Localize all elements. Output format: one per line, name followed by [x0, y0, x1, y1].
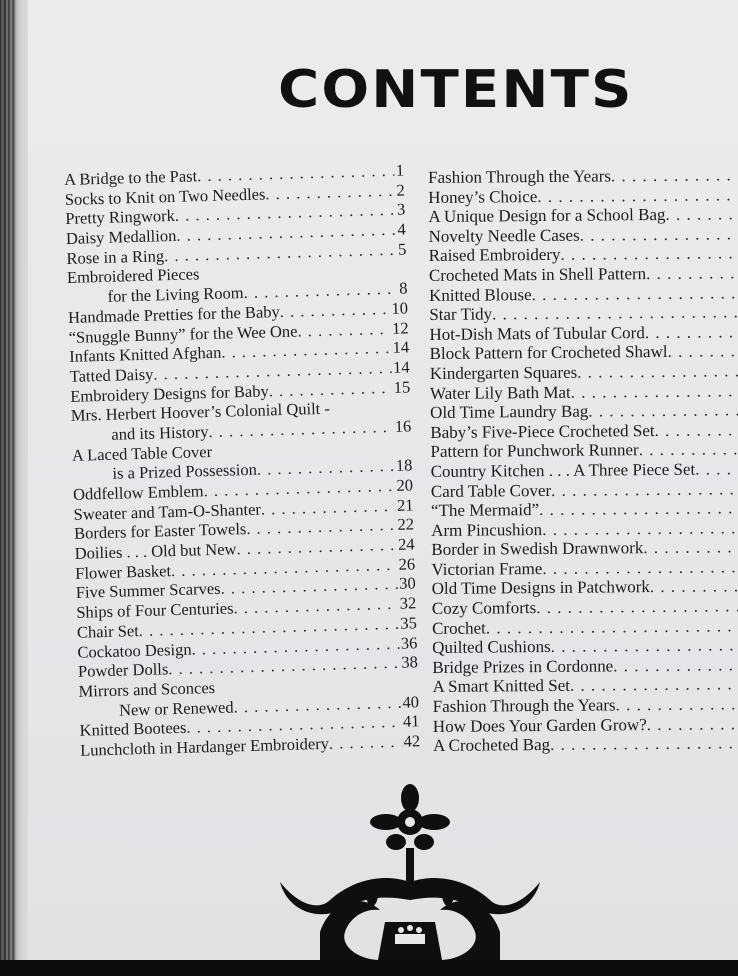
- dot-leader: [536, 596, 738, 618]
- entry-title: Rose in a Ring: [66, 245, 165, 268]
- entry-page-number: 8: [398, 278, 408, 298]
- contents-entry: [430, 341, 738, 364]
- entry-title: Borders for Easter Towels: [73, 519, 247, 544]
- entry-title: Embroidery Designs for Baby: [70, 380, 269, 406]
- contents-entry: [433, 714, 738, 737]
- entry-title: Bridge Prizes in Cordonne: [432, 656, 614, 677]
- entry-title: Pretty Ringwork: [65, 206, 176, 229]
- entry-title: Cozy Comforts: [431, 598, 537, 619]
- entry-title: Five Summer Scarves: [75, 579, 221, 603]
- entry-page-number: 30: [398, 573, 416, 594]
- dot-leader: [486, 616, 738, 638]
- dot-leader: [531, 283, 738, 305]
- dot-leader: [616, 694, 738, 715]
- contents-entry: [432, 596, 738, 619]
- dot-leader: [329, 732, 402, 754]
- contents-entry: [429, 224, 738, 247]
- dot-leader: [646, 263, 738, 284]
- entry-title: Lunchcloth in Hardanger Embroidery: [79, 733, 330, 760]
- dot-leader: [560, 243, 738, 265]
- contents-entry: [430, 420, 738, 443]
- contents-entry: [429, 263, 738, 286]
- entry-page-number: 41: [402, 711, 420, 731]
- entry-title: Handmade Pretties for the Baby: [67, 301, 280, 327]
- contents-entry: [431, 498, 738, 521]
- dot-leader: [268, 378, 392, 401]
- floral-ornament-icon: [260, 782, 560, 960]
- contents-entry: [431, 518, 738, 541]
- dot-leader: [551, 635, 738, 657]
- contents-entry: [431, 557, 738, 580]
- entry-title: A Smart Knitted Set: [432, 676, 571, 697]
- dot-leader: [492, 302, 738, 324]
- dot-leader: [588, 400, 738, 422]
- contents-entry: [429, 243, 738, 266]
- entry-title: A Laced Table Cover: [71, 441, 213, 465]
- entry-title: Socks to Knit on Two Needles: [64, 184, 266, 209]
- dot-leader: [537, 185, 738, 207]
- dot-leader: [665, 204, 738, 225]
- entry-title: Oddfellow Emblem: [72, 481, 204, 504]
- entry-title: Fashion Through the Years: [428, 166, 612, 187]
- entry-title: Novelty Needle Cases: [428, 225, 580, 246]
- entry-title: Mrs. Herbert Hoover’s Colonial Quilt -: [70, 398, 331, 426]
- entry-title: Mirrors and Sconces: [78, 677, 216, 701]
- entry-page-number: 21: [396, 495, 414, 515]
- dot-leader: [580, 224, 738, 246]
- entry-title: Baby’s Five-Piece Crocheted Set: [430, 420, 655, 442]
- entry-page-number: 10: [391, 298, 409, 318]
- entry-title: Border in Swedish Drawnwork: [431, 538, 644, 560]
- entry-title: Hot-Dish Mats of Tubular Cord: [429, 322, 645, 344]
- contents-entry: [429, 283, 738, 306]
- entry-title: Honey’s Choice: [428, 186, 538, 207]
- contents-page: [28, 0, 738, 960]
- entry-title: for the Living Room: [107, 283, 244, 306]
- entry-title: A Crocheted Bag: [432, 735, 551, 756]
- contents-entry: [431, 479, 738, 502]
- dot-leader: [643, 537, 738, 558]
- contents-entry: [430, 400, 738, 423]
- entry-title: A Unique Design for a School Bag: [428, 205, 666, 227]
- contents-entry: [430, 361, 738, 384]
- entry-title: “Snuggle Bunny” for the Wee One: [68, 321, 298, 347]
- entry-title: Raised Embroidery: [428, 245, 561, 266]
- dot-leader: [650, 577, 738, 598]
- entry-page-number: 4: [397, 219, 407, 239]
- dot-leader: [654, 420, 738, 441]
- book-binding: [0, 0, 28, 960]
- entry-page-number: 15: [393, 376, 411, 397]
- dot-leader: [542, 557, 738, 579]
- entry-page-number: 20: [396, 475, 414, 495]
- contents-entry: [433, 694, 738, 717]
- entry-title: Chair Set: [76, 620, 140, 642]
- dot-leader: [550, 733, 738, 755]
- entry-page-number: 36: [400, 632, 418, 653]
- entry-title: Tatted Daisy: [69, 364, 154, 386]
- entry-title: Embroidered Pieces: [66, 264, 200, 288]
- contents-entry: [430, 439, 738, 462]
- contents-entry: [432, 635, 738, 658]
- entry-page-number: 38: [401, 652, 419, 672]
- dot-leader: [667, 341, 738, 362]
- entry-title: New or Renewed: [118, 697, 234, 720]
- contents-entry: [431, 459, 738, 482]
- entry-page-number: 40: [402, 691, 420, 712]
- entry-page-number: 1: [395, 160, 405, 180]
- contents-entry: [433, 733, 738, 756]
- entry-page-number: 14: [392, 337, 410, 358]
- entry-page-number: 14: [392, 357, 410, 377]
- entry-title: Crocheted Mats in Shell Pattern: [428, 264, 647, 285]
- entry-page-number: 18: [395, 455, 413, 476]
- dot-leader: [577, 361, 738, 383]
- entry-title: Fashion Through the Years: [432, 695, 616, 717]
- entry-title: Crochet: [431, 618, 486, 638]
- entry-title: Pattern for Punchwork Runner: [430, 440, 639, 462]
- dot-leader: [611, 165, 738, 186]
- entry-title: is a Prized Possession: [112, 460, 258, 484]
- dot-leader: [645, 322, 738, 343]
- dot-leader: [613, 655, 738, 676]
- page-title: CONTENTS: [278, 60, 634, 120]
- entry-title: Daisy Medallion: [65, 225, 177, 249]
- entry-title: Old Time Designs in Patchwork: [431, 577, 650, 599]
- entry-title: Block Pattern for Crocheted Shawl: [429, 342, 668, 364]
- entry-title: Water Lily Bath Mat: [429, 382, 571, 403]
- dot-leader: [570, 674, 738, 696]
- entry-title: and its History: [111, 422, 209, 444]
- entry-title: Sweater and Tam-O-Shanter: [73, 499, 262, 524]
- entry-page-number: 32: [399, 593, 417, 613]
- entry-title: “The Mermaid”: [430, 500, 540, 521]
- entry-title: Old Time Laundry Bag: [430, 401, 589, 423]
- contents-entry: [432, 674, 738, 697]
- contents-entry: [432, 616, 738, 639]
- entry-title: A Bridge to the Past: [64, 166, 198, 189]
- entry-title: Flower Basket: [74, 560, 172, 583]
- entry-page-number: 3: [396, 199, 406, 220]
- entry-page-number: 16: [394, 416, 412, 436]
- contents-entry: [429, 322, 738, 345]
- entry-page-number: 26: [398, 554, 416, 574]
- contents-entry: [431, 537, 738, 560]
- contents-entry: [429, 302, 738, 325]
- dot-leader: [647, 714, 738, 735]
- contents-entry: [430, 381, 738, 404]
- contents-entry: [428, 204, 738, 227]
- entry-page-number: 22: [397, 514, 415, 535]
- contents-entry: [432, 577, 738, 600]
- dot-leader: [551, 479, 738, 501]
- entry-page-number: 12: [391, 317, 409, 338]
- entry-title: Doilies . . . Old but New: [74, 539, 237, 563]
- entry-title: Victorian Frame: [431, 558, 543, 579]
- entry-page-number: 42: [403, 731, 421, 751]
- contents-entry: [432, 655, 738, 678]
- entry-title: Knitted Blouse: [429, 284, 532, 305]
- entry-title: Infants Knitted Afghan: [68, 342, 222, 367]
- entry-title: Card Table Cover: [430, 480, 552, 501]
- entry-title: Quilted Cushions: [432, 637, 551, 658]
- entry-title: Cockatoo Design: [77, 639, 192, 662]
- entry-page-number: 35: [400, 613, 418, 633]
- entry-title: Arm Pincushion: [431, 519, 543, 540]
- contents-left-column: [64, 161, 420, 761]
- entry-page-number: 5: [397, 239, 407, 259]
- dot-leader: [539, 498, 738, 520]
- dot-leader: [542, 518, 738, 540]
- contents-entry: [428, 165, 738, 188]
- entry-title: Kindergarten Squares: [429, 362, 578, 383]
- entry-title: Star Tidy: [429, 304, 493, 325]
- entry-page-number: 2: [396, 180, 405, 200]
- dot-leader: [639, 439, 738, 460]
- entry-page-number: 24: [397, 534, 415, 554]
- contents-right-column: [428, 165, 738, 756]
- entry-title: Country Kitchen . . . A Three Piece Set: [430, 459, 696, 481]
- photo-bottom-edge: [0, 960, 738, 976]
- dot-leader: [695, 459, 738, 480]
- dot-leader: [571, 381, 738, 403]
- entry-title: Ships of Four Centuries: [76, 598, 234, 622]
- contents-entry: [428, 185, 738, 208]
- entry-title: How Does Your Garden Grow?: [432, 714, 647, 736]
- entry-title: Knitted Bootees: [79, 718, 187, 741]
- entry-title: Powder Dolls: [77, 659, 169, 681]
